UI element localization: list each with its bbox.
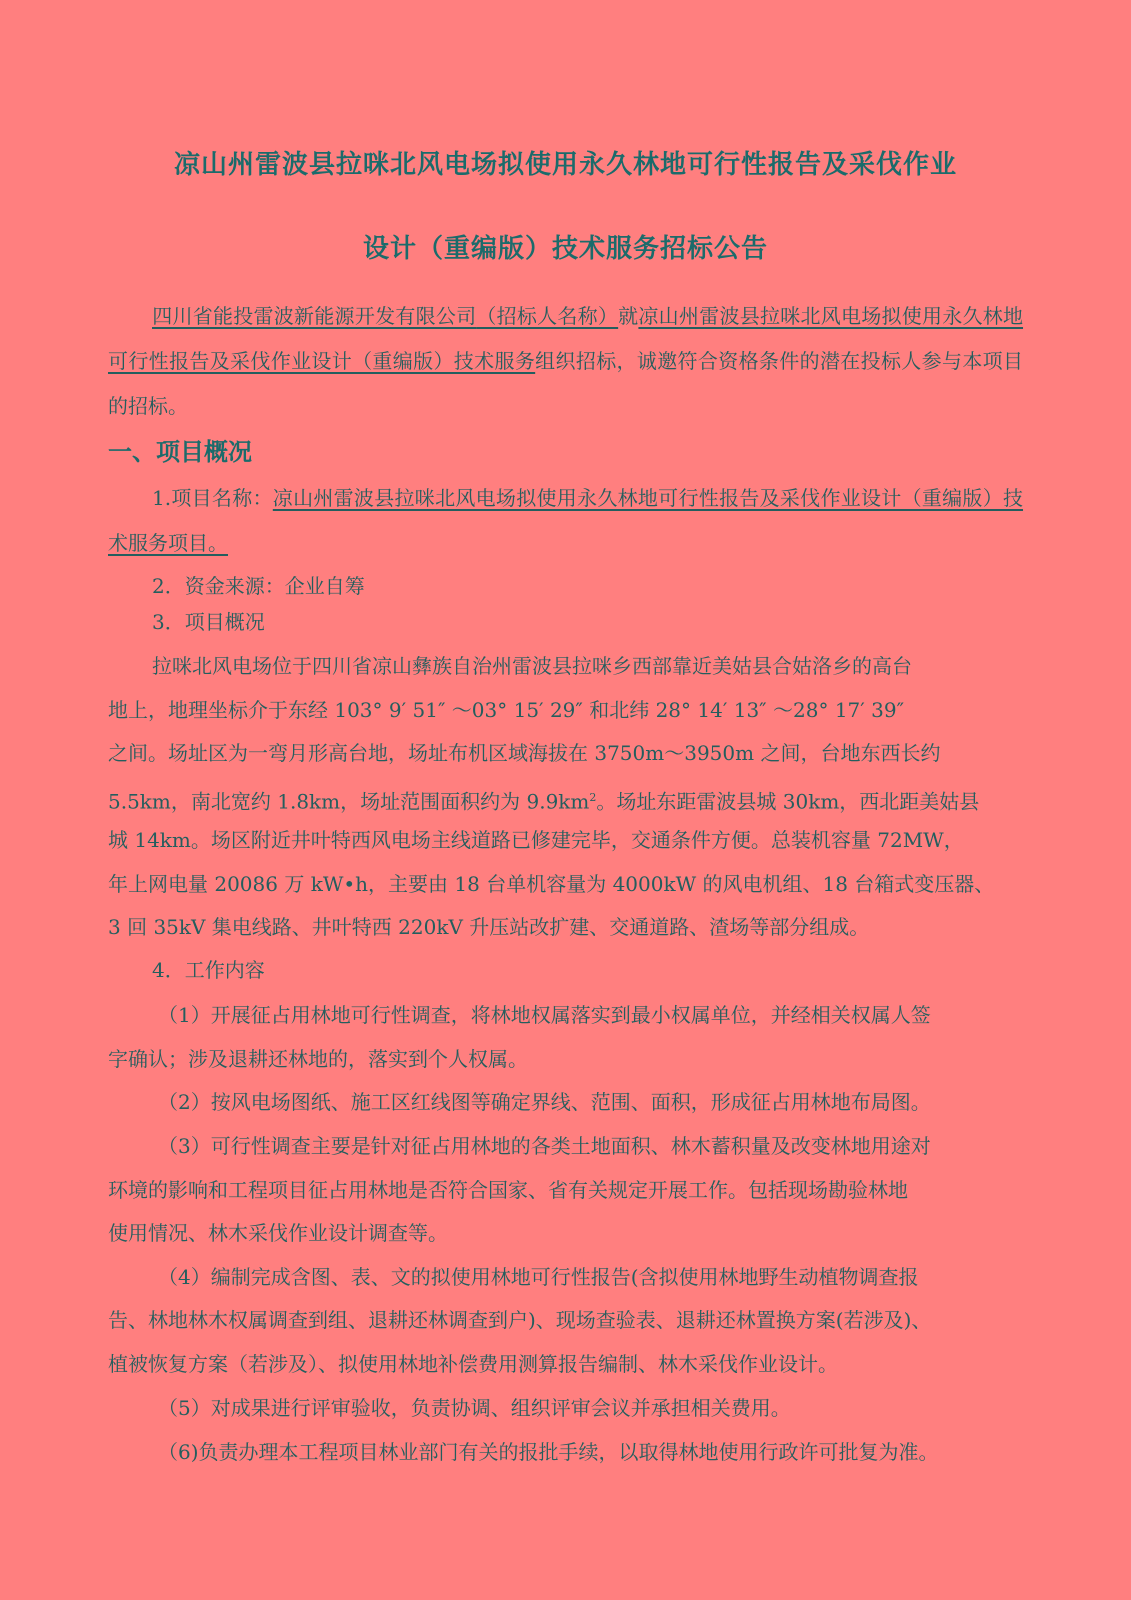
item1-paragraph bbox=[108, 476, 1023, 566]
work3-line-1: （3）可行性调查主要是针对征占用林地的各类土地面积、林木蓄积量及改变林地用途对 bbox=[158, 1134, 931, 1158]
project-name-underlined: 凉山州雷波县拉咪北风电场拟使用永久林地可行性报告及采伐作业设计（重编版）技术服务 bbox=[108, 304, 1024, 373]
work2-line: （2）按风电场图纸、施工区红线图等确定界线、范围、面积，形成征占用林地布局图。 bbox=[158, 1090, 931, 1114]
overview-line-5: 城 14km。场区附近井叶特西风电场主线道路已修建完毕，交通条件方便。总装机容量 72MW， bbox=[108, 828, 964, 852]
tenderer-note: （招标人名称） bbox=[476, 304, 619, 328]
overview-line-7: 3 回 35kV 集电线路、井叶特西 220kV 升压站改扩建、交通道路、渣场等部分组成。 bbox=[108, 915, 870, 939]
item1-label: 1.项目名称： bbox=[152, 486, 273, 510]
overview-line-3: 之间。场址区为一弯月形高台地，场址布机区域海拔在 3750m～3950m 之间，台地东西长约 bbox=[108, 741, 941, 765]
item3-heading: 3．项目概况 bbox=[152, 610, 265, 634]
item1-value: 凉山州雷波县拉咪北风电场拟使用永久林地可行性报告及采伐作业设计（重编版）技术服务项目。 bbox=[108, 486, 1024, 555]
work3-line-2: 环境的影响和工程项目征占用林地是否符合国家、省有关规定开展工作。包括现场勘验林地 bbox=[108, 1178, 908, 1202]
superscript-2: 2 bbox=[589, 791, 597, 804]
work3-line-3: 使用情况、林木采伐作业设计调查等。 bbox=[108, 1221, 448, 1245]
intro-paragraph bbox=[108, 294, 1023, 429]
intro-word: 就 bbox=[618, 304, 639, 328]
work6-line: （6)负责办理本工程项目林业部门有关的报批手续，以取得林地使用行政许可批复为准。 bbox=[158, 1440, 939, 1464]
document-title-line2: 设计（重编版）技术服务招标公告 bbox=[362, 234, 768, 264]
overview-line-4b: 。场址东距雷波县城 30km，西北距美姑县 bbox=[596, 789, 980, 814]
work1-line-1: （1）开展征占用林地可行性调查，将林地权属落实到最小权属单位，并经相关权属人签 bbox=[158, 1003, 931, 1027]
tenderer-name: 四川省能投雷波新能源开发有限公司 bbox=[152, 304, 477, 328]
work1-line-2: 字确认；涉及退耕还林地的，落实到个人权属。 bbox=[108, 1047, 528, 1071]
item2-funding: 2．资金来源：企业自筹 bbox=[152, 574, 365, 598]
overview-line-6: 年上网电量 20086 万 kW•h，主要由 18 台单机容量为 4000kW 的风电机组、18 台箱式变压器、 bbox=[108, 872, 995, 896]
overview-line-4a: 5.5km，南北宽约 1.8km，场址范围面积约为 9.9km bbox=[108, 789, 590, 814]
item4-heading: 4．工作内容 bbox=[152, 958, 265, 982]
work4-line-1: （4）编制完成含图、表、文的拟使用林地可行性报告(含拟使用林地野生动植物调查报 bbox=[158, 1265, 919, 1289]
overview-line-2: 地上，地理坐标介于东经 103° 9′ 51″ ～03° 15′ 29″ 和北纬 28° 14′ 13″ ～28° 17′ 39″ bbox=[108, 698, 905, 722]
overview-line-1: 拉咪北风电场位于四川省凉山彝族自治州雷波县拉咪乡西部靠近美姑县合姑洛乡的高台 bbox=[152, 654, 912, 678]
work4-line-3: 植被恢复方案（若涉及）、拟使用林地补偿费用测算报告编制、林木采伐作业设计。 bbox=[108, 1352, 838, 1376]
document-title-line1: 凉山州雷波县拉咪北风电场拟使用永久林地可行性报告及采伐作业 bbox=[173, 150, 957, 180]
section-heading: 一、项目概况 bbox=[108, 438, 252, 466]
intro-rest: 组织招标，诚邀符合资格条件的潜在投标人参与本项目的招标。 bbox=[108, 349, 1024, 418]
work4-line-2: 告、林地林木权属调查到组、退耕还林调查到户)、现场查验表、退耕还林置换方案(若涉及)、 bbox=[108, 1308, 932, 1332]
work5-line: （5）对成果进行评审验收，负责协调、组织评审会议并承担相关费用。 bbox=[158, 1396, 791, 1420]
